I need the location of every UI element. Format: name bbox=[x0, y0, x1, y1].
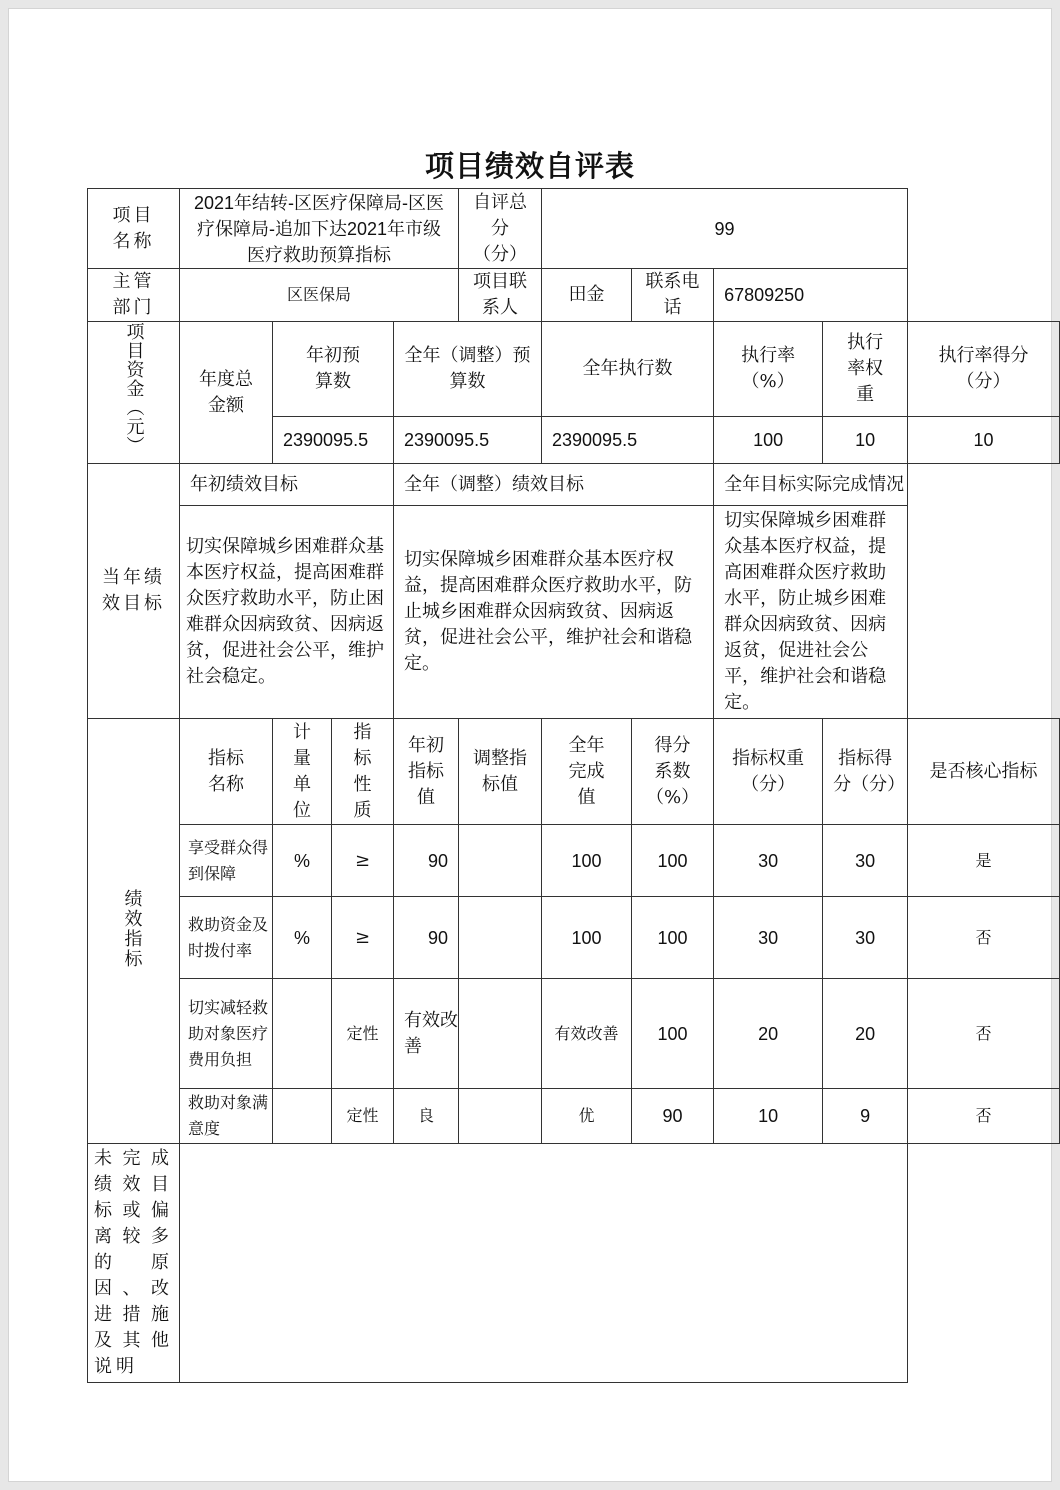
ind-actual: 100 bbox=[542, 825, 632, 897]
ind-adjusted bbox=[459, 1089, 542, 1144]
ind-coef: 100 bbox=[632, 979, 714, 1089]
explanation-value bbox=[180, 1144, 908, 1383]
funds-header-rate-score: 执行率得分（分） bbox=[908, 322, 1060, 417]
ind-nature: ≥ bbox=[332, 825, 394, 897]
indicators-section-text: 绩效指标 bbox=[124, 888, 143, 970]
phone-value: 67809250 bbox=[714, 269, 908, 322]
ind-weight: 20 bbox=[714, 979, 823, 1089]
ind-core: 是 bbox=[908, 825, 1060, 897]
goals-initial-text: 切实保障城乡困难群众基本医疗权益，提高困难群众医疗救助水平，防止困难群众因病致贫、因病返贫，促进社会公平，维护社会稳定。 bbox=[180, 506, 394, 719]
ind-weight: 30 bbox=[714, 897, 823, 979]
ind-nature: 定性 bbox=[332, 1089, 394, 1144]
ind-header-initial: 年初指标值 bbox=[394, 719, 459, 825]
ind-initial: 良 bbox=[394, 1089, 459, 1144]
ind-header-coef: 得分系数（%） bbox=[632, 719, 714, 825]
ind-name: 享受群众得到保障 bbox=[180, 825, 273, 897]
ind-unit: % bbox=[273, 897, 332, 979]
goals-header-adjusted: 全年（调整）绩效目标 bbox=[394, 464, 714, 506]
indicator-row bbox=[88, 897, 1060, 979]
annual-total-label: 年度总金额 bbox=[180, 322, 273, 464]
goals-adjusted-text: 切实保障城乡困难群众基本医疗权益，提高困难群众医疗救助水平，防止城乡困难群众因病致贫、因病返贫，促进社会公平，维护社会和谐稳定。 bbox=[394, 506, 714, 719]
ind-header-name: 指标名称 bbox=[180, 719, 273, 825]
ind-initial: 有效改善 bbox=[394, 979, 459, 1089]
ind-adjusted bbox=[459, 897, 542, 979]
ind-header-actual: 全年完成值 bbox=[542, 719, 632, 825]
goals-section-label: 当年绩效目标 bbox=[88, 464, 180, 719]
indicators-section-label bbox=[88, 719, 180, 1144]
goals-actual-text: 切实保障城乡困难群众基本医疗权益，提高困难群众医疗救助水平，防止城乡困难群众因病致贫、因病返贫，促进社会公平，维护社会和谐稳定。 bbox=[714, 506, 908, 719]
project-name-value: 2021年结转-区医疗保障局-区医疗保障局-追加下达2021年市级医疗救助预算指标 bbox=[180, 189, 459, 269]
ind-actual: 优 bbox=[542, 1089, 632, 1144]
funds-header-rate-weight: 执行率权重 bbox=[823, 322, 908, 417]
ind-core: 否 bbox=[908, 1089, 1060, 1144]
indicators-header-row bbox=[88, 719, 1060, 825]
ind-actual: 100 bbox=[542, 897, 632, 979]
ind-actual: 有效改善 bbox=[542, 979, 632, 1089]
self-score-label: 自评总分（分） bbox=[459, 189, 542, 269]
ind-score: 30 bbox=[823, 825, 908, 897]
ind-score: 30 bbox=[823, 897, 908, 979]
explanation-label: 未完成绩效目标或偏离较多的原因、改进措施及其他说明 bbox=[88, 1144, 180, 1383]
funds-section-label bbox=[88, 322, 180, 464]
funds-section-text: 项目资金（元） bbox=[123, 322, 145, 455]
ind-score: 20 bbox=[823, 979, 908, 1089]
ind-core: 否 bbox=[908, 979, 1060, 1089]
ind-unit: % bbox=[273, 825, 332, 897]
explanation-row bbox=[88, 1144, 1060, 1383]
ind-name: 救助对象满意度 bbox=[180, 1089, 273, 1144]
ind-score: 9 bbox=[823, 1089, 908, 1144]
goals-header-row bbox=[88, 464, 1060, 506]
ind-nature: ≥ bbox=[332, 897, 394, 979]
ind-adjusted bbox=[459, 825, 542, 897]
ind-initial: 90 bbox=[394, 825, 459, 897]
ind-header-unit: 计量单位 bbox=[273, 719, 332, 825]
ind-coef: 100 bbox=[632, 825, 714, 897]
contact-value: 田金 bbox=[542, 269, 632, 322]
contact-label: 项目联系人 bbox=[459, 269, 542, 322]
funds-value-rate-weight: 10 bbox=[823, 417, 908, 464]
department-row bbox=[88, 269, 1060, 322]
ind-header-core: 是否核心指标 bbox=[908, 719, 1060, 825]
ind-coef: 100 bbox=[632, 897, 714, 979]
self-evaluation-table bbox=[87, 188, 1060, 1383]
self-score-value: 99 bbox=[542, 189, 908, 269]
project-name-label: 项目名称 bbox=[88, 189, 180, 269]
phone-label: 联系电话 bbox=[632, 269, 714, 322]
indicator-row bbox=[88, 825, 1060, 897]
ind-header-score: 指标得分（分） bbox=[823, 719, 908, 825]
ind-weight: 30 bbox=[714, 825, 823, 897]
goals-header-actual: 全年目标实际完成情况 bbox=[714, 464, 908, 506]
funds-header-row bbox=[88, 322, 1060, 417]
ind-core: 否 bbox=[908, 897, 1060, 979]
ind-coef: 90 bbox=[632, 1089, 714, 1144]
indicator-row bbox=[88, 1089, 1060, 1144]
funds-header-initial: 年初预算数 bbox=[273, 322, 394, 417]
ind-unit bbox=[273, 1089, 332, 1144]
funds-header-executed: 全年执行数 bbox=[542, 322, 714, 417]
ind-initial: 90 bbox=[394, 897, 459, 979]
indicator-row bbox=[88, 979, 1060, 1089]
ind-unit bbox=[273, 979, 332, 1089]
ind-header-adjusted: 调整指标值 bbox=[459, 719, 542, 825]
goals-header-initial: 年初绩效目标 bbox=[180, 464, 394, 506]
funds-value-adjusted: 2390095.5 bbox=[394, 417, 542, 464]
project-name-row bbox=[88, 189, 1060, 269]
ind-weight: 10 bbox=[714, 1089, 823, 1144]
dept-value: 区医保局 bbox=[180, 269, 459, 322]
funds-value-initial: 2390095.5 bbox=[273, 417, 394, 464]
goals-content-row bbox=[88, 506, 1060, 719]
ind-name: 救助资金及时拨付率 bbox=[180, 897, 273, 979]
ind-header-weight: 指标权重（分） bbox=[714, 719, 823, 825]
dept-label: 主管部门 bbox=[88, 269, 180, 322]
ind-adjusted bbox=[459, 979, 542, 1089]
funds-value-executed: 2390095.5 bbox=[542, 417, 714, 464]
funds-header-rate: 执行率（%） bbox=[714, 322, 823, 417]
funds-value-rate: 100 bbox=[714, 417, 823, 464]
funds-header-adjusted: 全年（调整）预算数 bbox=[394, 322, 542, 417]
form-title: 项目绩效自评表 bbox=[424, 149, 635, 183]
funds-value-rate-score: 10 bbox=[908, 417, 1060, 464]
ind-name: 切实减轻救助对象医疗费用负担 bbox=[180, 979, 273, 1089]
ind-header-nature: 指标性质 bbox=[332, 719, 394, 825]
ind-nature: 定性 bbox=[332, 979, 394, 1089]
